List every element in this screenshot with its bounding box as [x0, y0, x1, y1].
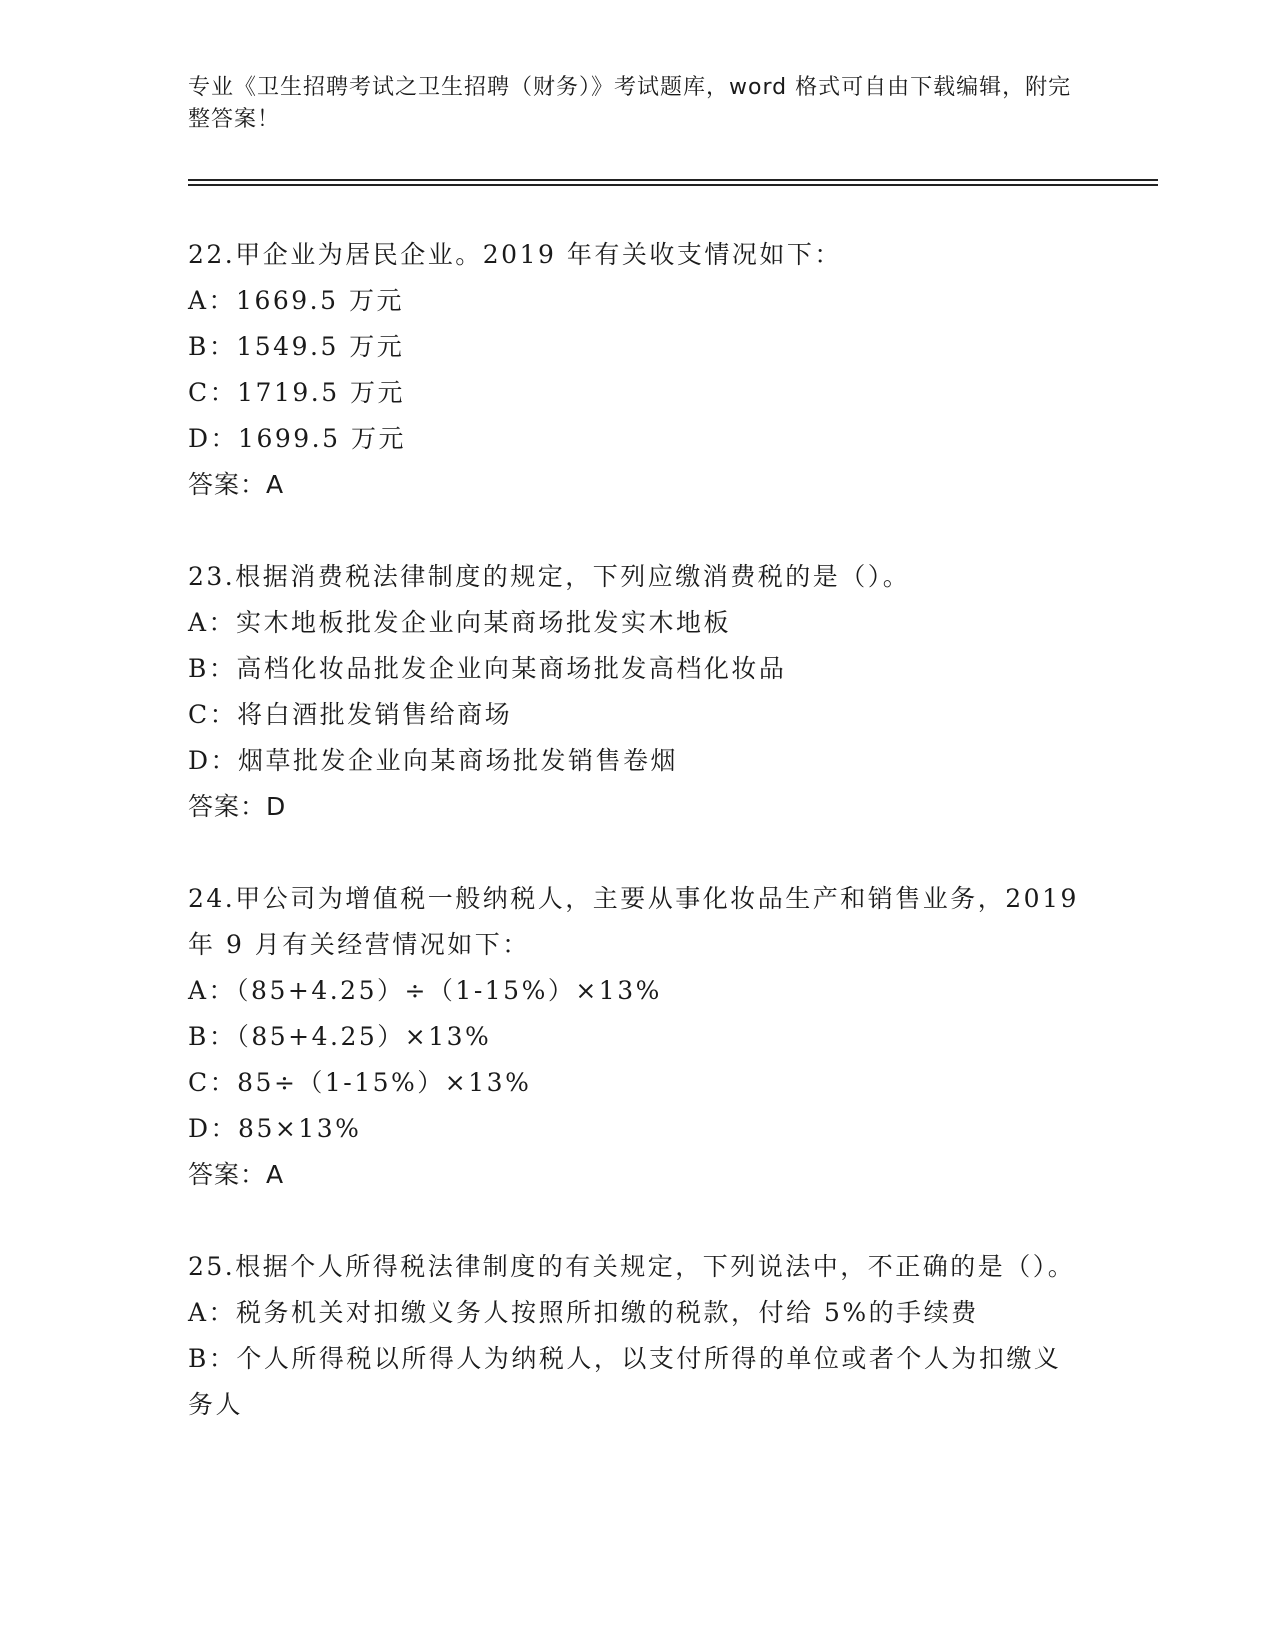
question-stem: 23.根据消费税法律制度的规定，下列应缴消费税的是（）。: [188, 562, 911, 591]
option-a: A：（85+4.25）÷（1-15%）×13%: [188, 976, 662, 1005]
answer: 答案：A: [188, 470, 285, 499]
question-24: [188, 876, 1088, 1198]
question-stem: 24.甲公司为增值税一般纳税人，主要从事化妆品生产和销售业务，2019 年 9 月有关经营情况如下：: [188, 884, 1079, 959]
option-d: D：1699.5 万元: [188, 424, 406, 453]
option-b: B：（85+4.25）×13%: [188, 1022, 492, 1051]
answer: 答案：A: [188, 1160, 285, 1189]
option-b: B：个人所得税以所得人为纳税人，以支付所得的单位或者个人为扣缴义务人: [188, 1344, 1062, 1419]
option-a: A：实木地板批发企业向某商场批发实木地板: [188, 608, 732, 637]
option-c: C：将白酒批发销售给商场: [188, 700, 513, 729]
option-c: C：85÷（1-15%）×13%: [188, 1068, 532, 1097]
question-23: [188, 554, 1088, 830]
question-25: [188, 1244, 1088, 1428]
option-a: A：税务机关对扣缴义务人按照所扣缴的税款，付给 5%的手续费: [188, 1298, 979, 1327]
option-a: A：1669.5 万元: [188, 286, 404, 315]
option-b: B：1549.5 万元: [188, 332, 405, 361]
header-divider-bottom: [188, 184, 1158, 186]
question-stem: 22.甲企业为居民企业。2019 年有关收支情况如下：: [188, 240, 842, 269]
option-d: D：85×13%: [188, 1114, 362, 1143]
question-stem: 25.根据个人所得税法律制度的有关规定，下列说法中，不正确的是（）。: [188, 1252, 1076, 1281]
header-divider-top: [188, 179, 1158, 181]
answer: 答案：D: [188, 792, 287, 821]
question-list: [188, 232, 1088, 1474]
document-header: 专业《卫生招聘考试之卫生招聘（财务）》考试题库，word 格式可自由下载编辑，附完整答案！: [188, 75, 1072, 132]
option-c: C：1719.5 万元: [188, 378, 406, 407]
question-22: [188, 232, 1088, 508]
option-b: B：高档化妆品批发企业向某商场批发高档化妆品: [188, 654, 787, 683]
option-d: D：烟草批发企业向某商场批发销售卷烟: [188, 746, 679, 775]
